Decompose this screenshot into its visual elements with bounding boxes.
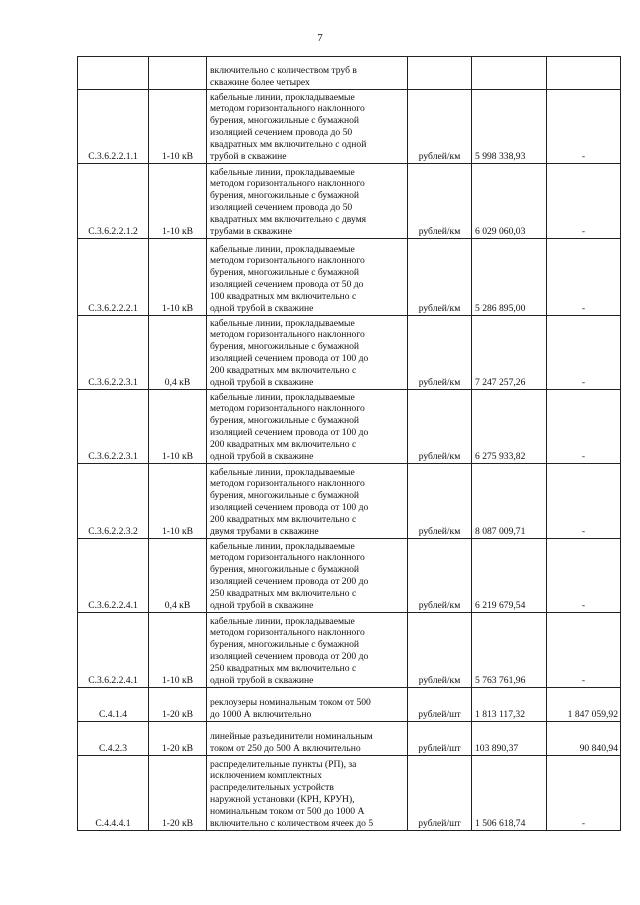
page-number: 7 [317,32,323,44]
row-price-2: - [547,756,621,831]
row-price-2: 90 840,94 [547,722,621,756]
row-description: кабельные линии, прокладываемые методом горизонтального наклонного бурения, многожильные с бумажной изоляцией сечением провода до 50 квадратных мм включительно с одной трубой в скважине [207,90,408,164]
row-unit: рублей/шт [408,722,472,756]
row-unit: рублей/км [408,390,472,464]
row-description: кабельные линии, прокладываемые методом горизонтального наклонного бурения, многожильные с бумажной изоляцией сечением провода до 50 квадратных мм включительно с двумя трубами в скважине [207,164,408,239]
row-unit: рублей/км [408,539,472,613]
row-price-2: - [547,613,621,688]
row-unit: рублей/км [408,164,472,239]
row-code: С.3.6.2.2.1.1 [78,90,149,164]
row-description: кабельные линии, прокладываемые методом горизонтального наклонного бурения, многожильные с бумажной изоляцией сечением провода от 100 до 200 квадратных мм включительно с одной трубой в скважине [207,316,408,390]
row-price-2: - [547,539,621,613]
row-code: С.4.4.4.1 [78,756,149,831]
row-price-1: 5 286 895,00 [472,239,547,316]
row-unit: рублей/км [408,90,472,164]
row-price-1: 6 029 060,03 [472,164,547,239]
row-description: кабельные линии, прокладываемые методом горизонтального наклонного бурения, многожильные с бумажной изоляцией сечением провода от 100 до 200 квадратных мм включительно с двумя трубами в скважине [207,464,408,539]
row-code: С.3.6.2.2.3.1 [78,390,149,464]
row-code: С.3.6.2.2.3.2 [78,464,149,539]
row-voltage: 1-20 кВ [149,722,207,756]
row-price-2: - [547,316,621,390]
row-unit: рублей/км [408,464,472,539]
row-price-2: - [547,239,621,316]
table-row [78,756,621,831]
row-code: С.3.6.2.2.2.1 [78,239,149,316]
row-unit: рублей/шт [408,756,472,831]
row-price-1: 8 087 009,71 [472,464,547,539]
row-price-2: - [547,464,621,539]
table-row [78,464,621,539]
row-price-2: - [547,390,621,464]
row-price-2 [547,57,621,90]
row-code: С.3.6.2.2.4.1 [78,539,149,613]
row-description: распределительные пункты (РП), за исключением комплектных распределительных устройств наружной установки (КРН, КРУН), номинальным током от 500 до 1000 А включительно с количеством ячеек до 5 [207,756,408,831]
row-price-1 [472,57,547,90]
row-price-1: 1 813 117,32 [472,688,547,722]
row-description: кабельные линии, прокладываемые методом горизонтального наклонного бурения, многожильные с бумажной изоляцией сечением провода от 200 до 250 квадратных мм включительно с одной трубой в скважине [207,539,408,613]
row-code [78,57,149,90]
row-voltage: 1-10 кВ [149,90,207,164]
row-voltage: 1-10 кВ [149,613,207,688]
row-price-2: - [547,90,621,164]
row-voltage: 1-10 кВ [149,464,207,539]
row-price-2: - [547,164,621,239]
table-row [78,57,621,90]
row-description: кабельные линии, прокладываемые методом горизонтального наклонного бурения, многожильные с бумажной изоляцией сечением провода от 200 до 250 квадратных мм включительно с одной трубой в скважине [207,613,408,688]
row-voltage [149,57,207,90]
row-voltage: 0,4 кВ [149,316,207,390]
row-voltage: 1-20 кВ [149,688,207,722]
row-voltage: 1-10 кВ [149,164,207,239]
row-code: С.3.6.2.2.3.1 [78,316,149,390]
row-price-1: 103 890,37 [472,722,547,756]
row-price-1: 5 763 761,96 [472,613,547,688]
row-voltage: 1-20 кВ [149,756,207,831]
row-unit [408,57,472,90]
table-row [78,316,621,390]
table-row [78,613,621,688]
rates-table [77,56,621,831]
row-description: кабельные линии, прокладываемые методом горизонтального наклонного бурения, многожильные с бумажной изоляцией сечением провода от 50 до 100 квадратных мм включительно с одной трубой в скважине [207,239,408,316]
row-voltage: 0,4 кВ [149,539,207,613]
row-price-1: 7 247 257,26 [472,316,547,390]
row-unit: рублей/км [408,613,472,688]
row-description: кабельные линии, прокладываемые методом горизонтального наклонного бурения, многожильные с бумажной изоляцией сечением провода от 100 до 200 квадратных мм включительно с одной трубой в скважине [207,390,408,464]
row-price-1: 6 275 933,82 [472,390,547,464]
table-row [78,164,621,239]
row-voltage: 1-10 кВ [149,239,207,316]
table-row [78,539,621,613]
row-description: реклоузеры номинальным током от 500 до 1000 А включительно [207,688,408,722]
row-price-1: 6 219 679,54 [472,539,547,613]
row-description: линейные разъединители номинальным током от 250 до 500 А включительно [207,722,408,756]
row-description: включительно с количеством труб в скважине более четырех [207,57,408,90]
row-price-1: 5 998 338,93 [472,90,547,164]
row-unit: рублей/км [408,239,472,316]
row-price-2: 1 847 059,92 [547,688,621,722]
table-row [78,239,621,316]
table-row [78,722,621,756]
table-row [78,90,621,164]
table-row [78,688,621,722]
row-code: С.3.6.2.2.1.2 [78,164,149,239]
row-unit: рублей/шт [408,688,472,722]
table-row [78,390,621,464]
row-unit: рублей/км [408,316,472,390]
rates-table-body [78,57,621,831]
row-code: С.3.6.2.2.4.1 [78,613,149,688]
row-voltage: 1-10 кВ [149,390,207,464]
row-code: С.4.1.4 [78,688,149,722]
row-code: С.4.2.3 [78,722,149,756]
row-price-1: 1 506 618,74 [472,756,547,831]
